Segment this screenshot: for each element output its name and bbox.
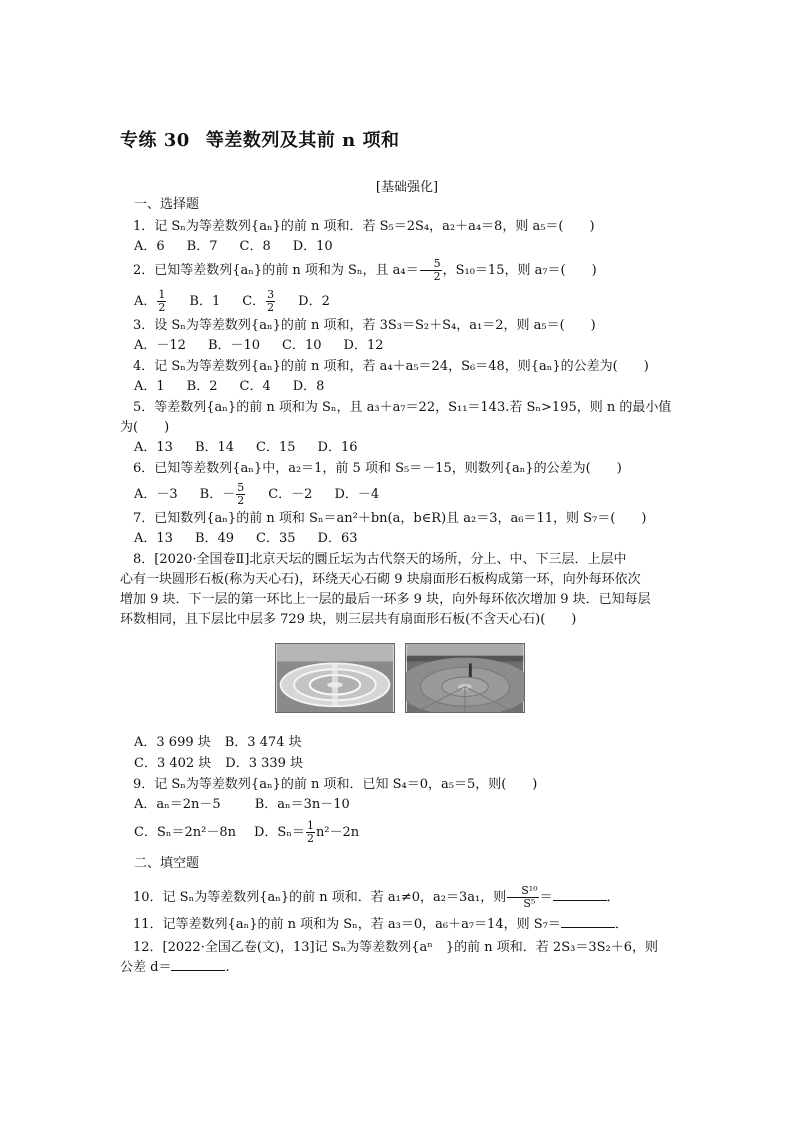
q5-option-b: B．14 (194, 440, 235, 455)
question-3-options (134, 336, 680, 355)
question-list (120, 196, 680, 978)
q7-option-a: A．13 (134, 531, 173, 546)
q2-option-d: D．2 (298, 294, 330, 309)
q6-option-d: D．－4 (334, 487, 380, 502)
q8-option-b: B．3 474 块 (224, 735, 302, 750)
question-8-line2: 心有一块圆形石板(称为天心石)，环绕天心石砌 9 块扇面形石板构成第一环，向外每环依次 (120, 572, 641, 587)
q3-option-d: D．12 (343, 338, 384, 353)
question-4-options (134, 377, 680, 396)
q2-option-c: C． $\frac{3}{2}$ (242, 288, 275, 314)
q7-option-c: C．35 (256, 531, 296, 546)
q12-answer-blank[interactable] (171, 958, 225, 971)
title-number: 专练 30 (120, 130, 190, 151)
question-12: 12．[2022·全国乙卷(文)，13]记 Sₙ为等差数列{aⁿ }的前 n 项和．若 2S₃＝3S₂＋6，则 (133, 940, 658, 955)
question-7-options (134, 529, 680, 548)
q8-option-d: D．3 339 块 (225, 756, 304, 771)
q2-fraction: $\frac{5}{2}$ (420, 258, 442, 283)
question-6-options (134, 482, 680, 507)
q11-answer-blank[interactable] (561, 915, 615, 928)
question-5: 5．等差数列{aₙ}的前 n 项和为 Sₙ，且 a₃＋a₇＝22，S₁₁＝143.若 Sₙ>195，则 n 的最小值 (133, 400, 672, 415)
circular-altar-photo (275, 643, 395, 713)
question-6: 6．已知等差数列{aₙ}中，a₂＝1，前 5 项和 S₅＝－15，则数列{aₙ}的公差为( ) (133, 461, 622, 476)
q1-option-c: C．8 (239, 239, 271, 254)
q2-option-a: A． $\frac{1}{2}$ (134, 288, 166, 314)
q1-option-a: A．6 (134, 239, 165, 254)
q3-option-b: B．－10 (207, 338, 261, 353)
q9-option-a: A．aₙ＝2n－5 (134, 797, 221, 812)
section-tag: [基础强化] (375, 180, 439, 195)
section-heading-choice: 一、选择题 (134, 197, 200, 212)
q10-fraction: $\frac{\text{S¹⁰}}{\text{S⁵}}$ (507, 885, 538, 910)
q6-option-c: C．－2 (268, 487, 313, 502)
q2-option-b: B．1 (189, 294, 221, 309)
question-2-options (134, 289, 680, 314)
question-8-options-row1 (134, 733, 680, 752)
q6-option-b: B．－ $\frac{5}{2}$ (199, 481, 245, 507)
question-9: 9．记 Sₙ为等差数列{aₙ}的前 n 项和．已知 S₄＝0，a₅＝5，则( ) (133, 777, 538, 792)
question-1: 1．记 Sₙ为等差数列{aₙ}的前 n 项和．若 S₅＝2S₄，a₂＋a₄＝8，则 a₅＝( ) (133, 219, 595, 234)
q8-option-c: C．3 402 块 (134, 756, 212, 771)
question-4: 4．记 Sₙ为等差数列{aₙ}的前 n 项和，若 a₄＋a₅＝24，S₆＝48，则{aₙ}的公差为( ) (133, 359, 649, 374)
q6-option-a: A．－3 (134, 487, 178, 502)
question-8: 8．[2020·全国卷Ⅱ]北京天坛的圜丘坛为古代祭天的场所，分上、中、下三层．上层中 (133, 552, 627, 567)
section-heading-fill: 二、填空题 (134, 856, 200, 871)
question-9-options-row2 (134, 820, 680, 845)
question-8-line4: 环数相同，且下层比中层多 729 块，则三层共有扇面形石板(不含天心石)( ) (120, 612, 577, 627)
q3-option-c: C．10 (282, 338, 322, 353)
q5-option-c: C．15 (256, 440, 296, 455)
question-11: 11．记等差数列{aₙ}的前 n 项和为 Sₙ，若 a₃＝0，a₆＋a₇＝14，则 S₇＝ ． (133, 917, 628, 932)
q10-answer-blank[interactable] (553, 888, 607, 901)
q1-option-b: B．7 (186, 239, 218, 254)
q9-option-c: C．Sₙ＝2n²－8n (134, 825, 236, 840)
question-8-line3: 增加 9 块．下一层的第一环比上一层的最后一环多 9 块，向外每环依次增加 9 块．已知每层 (120, 592, 651, 607)
q4-option-c: C．4 (239, 379, 271, 394)
question-10: 10．记 Sₙ为等差数列{aₙ}的前 n 项和．若 a₁≠0，a₂＝3a₁，则 $\frac{\text{S¹⁰}}{\text{S⁵}}$ ＝ ． (133, 884, 620, 910)
q1-option-d: D．10 (292, 239, 333, 254)
question-9-options-row1 (134, 795, 680, 814)
q9-option-b: B．aₙ＝3n－10 (254, 797, 350, 812)
q4-option-b: B．2 (186, 379, 218, 394)
q4-option-d: D．8 (292, 379, 325, 394)
question-2: 2．已知等差数列{aₙ}的前 n 项和为 Sₙ，且 a₄＝ $\frac{5}{2}$ ，S₁₀＝15，则 a₇＝( ) (133, 257, 597, 283)
q5-option-a: A．13 (134, 440, 173, 455)
q7-option-d: D．63 (317, 531, 358, 546)
question-5-cont: 为( ) (120, 420, 170, 435)
question-7: 7．已知数列{aₙ}的前 n 项和 Sₙ＝an²＋bn(a，b∈R)且 a₂＝3，a₆＝11，则 S₇＝( ) (133, 511, 647, 526)
question-8-options-row2 (134, 754, 680, 773)
q3-option-a: A．－12 (134, 338, 186, 353)
q7-option-b: B．49 (194, 531, 235, 546)
q8-option-a: A．3 699 块 (134, 735, 211, 750)
question-5-options (134, 438, 680, 457)
question-12-cont: 公差 d＝ . (120, 960, 230, 975)
q9-option-d: D．Sₙ＝ $\frac{1}{2}$ n²－2n (253, 819, 360, 845)
temple-photos (120, 643, 680, 713)
q5-option-d: D．16 (317, 440, 358, 455)
q4-option-a: A．1 (134, 379, 165, 394)
title-text: 等差数列及其前 n 项和 (205, 130, 400, 151)
page-title (120, 126, 399, 152)
question-3: 3．设 Sₙ为等差数列{aₙ}的前 n 项和，若 3S₃＝S₂＋S₄，a₁＝2，则 a₅＝( ) (133, 318, 596, 333)
question-1-options (134, 237, 680, 256)
heart-stone-photo (405, 643, 525, 713)
